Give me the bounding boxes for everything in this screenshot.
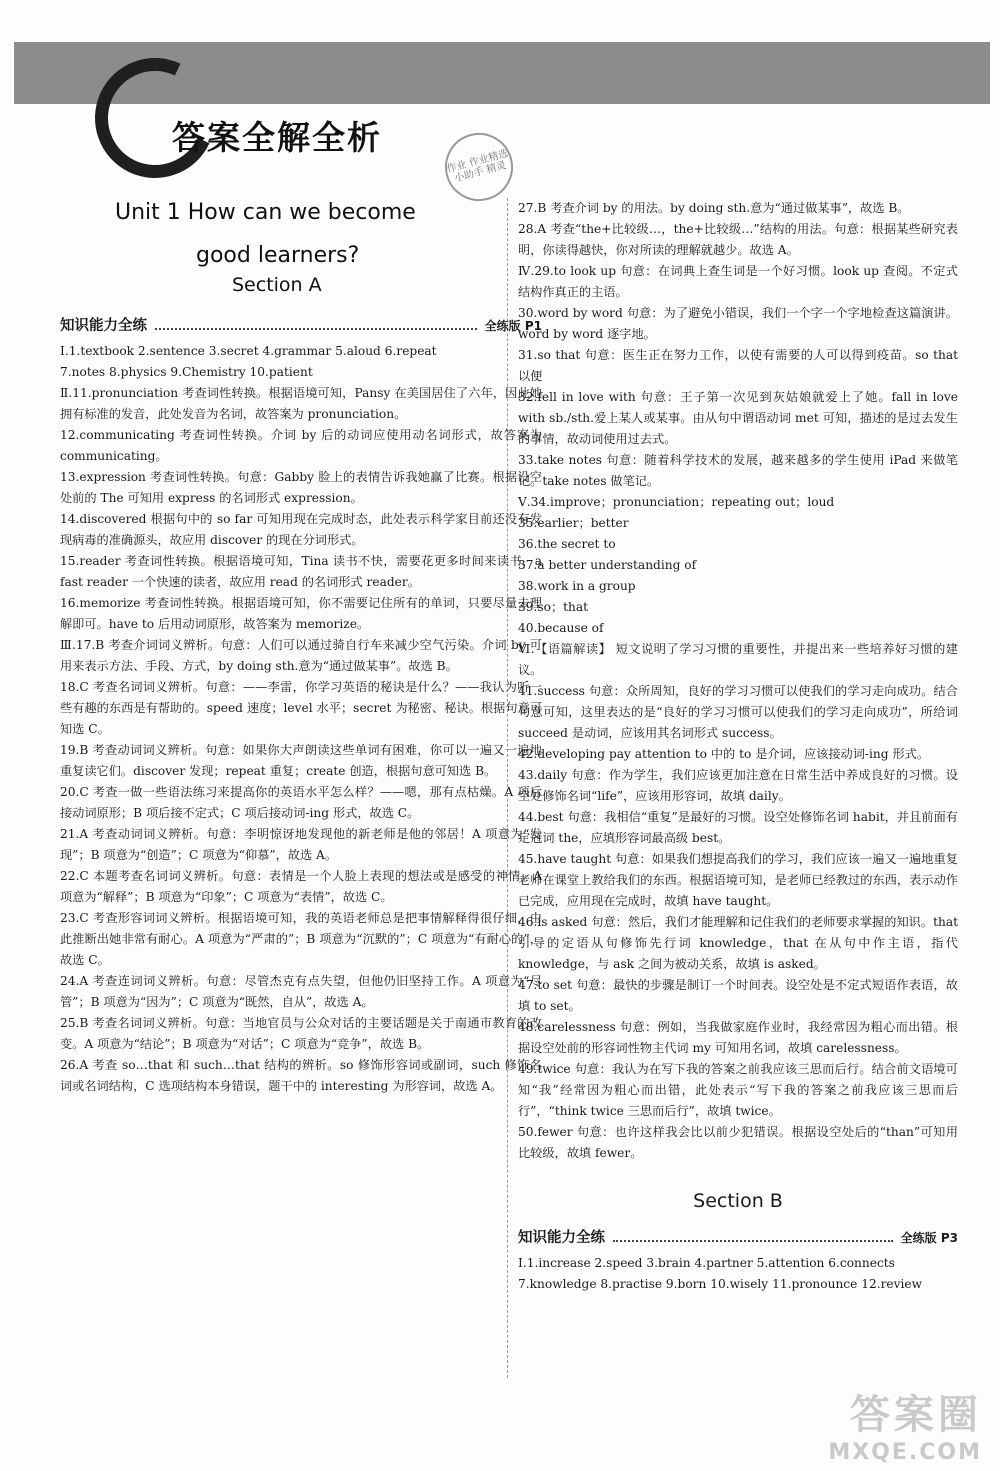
answer-item: Ⅲ.17.B 考查介词词义辨析。句意：人们可以通过骑自行车来减少空气污染。介词 by 可用来表示方法、手段、方式，by doing sth.意为“通过做某事”。故选 B。 bbox=[60, 638, 542, 673]
watermark bbox=[828, 1383, 982, 1465]
answer-item: 42.developing pay attention to 中的 to 是介词，应该接动词-ing 形式。 bbox=[518, 747, 930, 761]
answer-item: 44.best 句意：我相信“重复”是最好的习惯。设空处修饰名词 habit，并且前面有定冠词 the，应填形容词最高级 best。 bbox=[518, 810, 958, 845]
answer-item: 28.A 考查“the+比较级…，the+比较级…”结构的用法。句意：根据某些研究表明，你读得越快，你对所读的理解就越少。故选 A。 bbox=[518, 222, 958, 257]
watermark-line2: MXQE.COM bbox=[828, 1440, 982, 1465]
answer-item: Ⅵ.【语篇解读】 短文说明了学习习惯的重要性，并提出来一些培养好习惯的建议。 bbox=[518, 642, 958, 677]
answer-item: 26.A 考查 so…that 和 such…that 结构的辨析。so 修饰形容词或副词，such 修饰名词或名词结构，C 选项结构本身错误，题干中的 interesting 为形容词，故选 A。 bbox=[60, 1058, 542, 1093]
answer-item: 40.because of bbox=[518, 621, 604, 635]
answer-item: 19.B 考查动词词义辨析。句意：如果你大声朗读这些单词有困难，你可以一遍又一遍地重复读它们。discover 发现；repeat 重复；create 创造，根据句意可知选 B。 bbox=[60, 743, 542, 778]
answer-item: 7.notes 8.physics 9.Chemistry 10.patient bbox=[60, 365, 313, 379]
answer-item: 18.C 考查名词词义辨析。句意：——李雷，你学习英语的秘诀是什么？——我认为听一些有趣的东西是有帮助的。speed 速度；level 水平；secret 为秘密、秘诀。根据句意可知选 C。 bbox=[60, 680, 542, 736]
answer-item: 25.B 考查名词词义辨析。句意：当地官员与公众对话的主要话题是关于南通市教育的改变。A 项意为“结论”；B 项意为“对话”；C 项意为“竞争”，故选 B。 bbox=[60, 1016, 542, 1051]
answer-item: 32.fell in love with 句意：王子第一次见到灰姑娘就爱上了她。fall in love with sb./sth.爱上某人或某事。由从句中谓语动词 met 可知，描述的是过去发生的事情，故动词使用过去式。 bbox=[518, 390, 958, 446]
dotted-leader bbox=[613, 1240, 893, 1242]
section-b-title: Section B bbox=[693, 1190, 783, 1212]
answer-item: 45.have taught 句意：如果我们想提高我们的学习，我们应该一遍又一遍地重复老师在课堂上教给我们的东西。根据语境可知，是老师已经教过的东西，表示动作已完成，应用现在完成时，故填 have taught。 bbox=[518, 852, 958, 908]
answer-item: 38.work in a group bbox=[518, 579, 636, 593]
answer-item: 12.communicating 考查词性转换。介词 by 后的动词应使用动名词形式，故答案为 communicating。 bbox=[60, 428, 542, 463]
answer-item: 13.expression 考查词性转换。句意：Gabby 脸上的表情告诉我她赢了比赛。根据设空处前的 The 可知用 express 的名词形式 expression。 bbox=[60, 470, 542, 505]
answer-item: 41.success 句意：众所周知，良好的学习习惯可以使我们的学习走向成功。结合句意可知，这里表达的是“良好的学习习惯可以使我们的学习走向成功”，所给词 succeed 是动词，应该用其名词形式 success。 bbox=[518, 684, 958, 740]
section-b-heading bbox=[518, 1226, 958, 1247]
section-heading bbox=[60, 314, 542, 335]
answer-list-right bbox=[518, 198, 958, 1164]
answer-item: Ⅱ.11.pronunciation 考查词性转换。根据语境可知，Pansy 在美国居住了六年，因此她拥有标准的发音，此处发音为名词，故答案为 pronunciation。 bbox=[60, 386, 542, 421]
left-column bbox=[60, 318, 542, 1097]
watermark-line1: 答案圈 bbox=[850, 1392, 982, 1438]
answer-item: 43.daily 句意：作为学生，我们应该更加注意在日常生活中养成良好的习惯。设空处修饰名词“life”，应该用形容词，故填 daily。 bbox=[518, 768, 958, 803]
answer-item: 15.reader 考查词性转换。根据语境可知，Tina 读书不快，需要花更多时间来读书，a fast reader 一个快速的读者，故应用 read 的名词形式 reader。 bbox=[60, 554, 542, 589]
answer-list-b bbox=[518, 1253, 958, 1295]
right-column bbox=[518, 198, 958, 1295]
answer-item: 22.C 本题考查名词词义辨析。句意：表情是一个人脸上表现的想法或是感受的神情。A 项意为“解释”；B 项意为“印象”；C 项意为“表情”，故选 C。 bbox=[60, 869, 542, 904]
answer-item: 37.a better understanding of bbox=[518, 558, 697, 572]
answer-item: Ⅰ.1.textbook 2.sentence 3.secret 4.grammar 5.aloud 6.repeat bbox=[60, 344, 437, 358]
answer-item: 23.C 考查形容词词义辨析。根据语境可知，我的英语老师总是把事情解释得很仔细，由此推断出她非常有耐心。A 项意为“严肃的”；B 项意为“沉默的”；C 项意为“有耐心的”，故选 C。 bbox=[60, 911, 542, 967]
answer-item: 35.earlier；better bbox=[518, 516, 629, 530]
answer-item: 36.the secret to bbox=[518, 537, 616, 551]
stamp-logo: 作业 作业精选小助手 精灵 bbox=[437, 125, 520, 208]
answer-item: 21.A 考查动词词义辨析。句意：李明惊讶地发现他的新老师是他的邻居！A 项意为“发现”；B 项意为“创造”；C 项意为“仰慕”，故选 A。 bbox=[60, 827, 542, 862]
section-heading-label: 知识能力全练 bbox=[60, 318, 147, 334]
reference-label-b: 全练版 P3 bbox=[900, 1231, 958, 1245]
dotted-leader bbox=[155, 328, 477, 330]
answer-item: 39.so；that bbox=[518, 600, 589, 614]
unit-title: Unit 1 How can we become bbox=[115, 200, 416, 225]
answer-item: 20.C 考查一做一些语法练习来提高你的英语水平怎么样？——嗯，那有点枯燥。A 项后接动词原形；B 项后接不定式；C 项后接动词-ing 形式，故选 C。 bbox=[60, 785, 542, 820]
unit-title-line2: good learners? bbox=[196, 243, 360, 268]
answer-item: 48.carelessness 句意：例如，当我做家庭作业时，我经常因为粗心而出错。根据设空处前的形容词性物主代词 my 可知用名词，故填 carelessness。 bbox=[518, 1020, 958, 1055]
answer-item: 16.memorize 考查词性转换。根据语境可知，你不需要记住所有的单词，只要尽量去理解即可。have to 后用动词原形，故答案为 memorize。 bbox=[60, 596, 542, 631]
answer-item: Ⅴ.34.improve；pronunciation；repeating out；loud bbox=[518, 495, 835, 509]
answer-item: 31.so that 句意：医生正在努力工作，以使有需要的人可以得到疫苗。so that 以便 bbox=[518, 348, 958, 383]
answer-item: 30.word by word 句意：为了避免小错误，我们一个字一个字地检查这篇演讲。word by word 逐字地。 bbox=[518, 306, 958, 341]
section-b-heading-label: 知识能力全练 bbox=[518, 1230, 605, 1246]
answer-list-left bbox=[60, 341, 542, 1097]
answer-item: 33.take notes 句意：随着科学技术的发展，越来越多的学生使用 iPad 来做笔记。take notes 做笔记。 bbox=[518, 453, 958, 488]
answer-item: 50.fewer 句意：也许这样我会比以前少犯错误。根据设空处后的“than”可知用比较级，故填 fewer。 bbox=[518, 1125, 958, 1160]
reference-label: 全练版 P1 bbox=[484, 319, 542, 333]
answer-item: 49.twice 句意：我认为在写下我的答案之前我应该三思而后行。结合前文语境可知“我”经常因为粗心而出错，此处表示“写下我的答案之前我应该三思而后行”，“think twice 三思而后行”，故填 twice。 bbox=[518, 1062, 958, 1118]
answer-item: Ⅳ.29.to look up 句意：在词典上查生词是一个好习惯。look up 查阅。不定式结构作真正的主语。 bbox=[518, 264, 958, 299]
page-title: 答案全解全析 bbox=[172, 118, 382, 157]
answer-item: 7.knowledge 8.practise 9.born 10.wisely 11.pronounce 12.review bbox=[518, 1277, 923, 1291]
answer-item: Ⅰ.1.increase 2.speed 3.brain 4.partner 5.attention 6.connects bbox=[518, 1256, 895, 1270]
answer-item: 14.discovered 根据句中的 so far 可知用现在完成时态，此处表示科学家目前还没有发现病毒的准确源头，故应用 discover 的现在分词形式。 bbox=[60, 512, 542, 547]
section-a-title: Section A bbox=[232, 274, 322, 296]
answer-item: 47.to set 句意：最快的步骤是制订一个时间表。设空处是不定式短语作表语，故填 to set。 bbox=[518, 978, 958, 1013]
answer-item: 24.A 考查连词词义辨析。句意：尽管杰克有点失望，但他仍旧坚持工作。A 项意为“尽管”；B 项意为“因为”；C 项意为“既然，自从”，故选 A。 bbox=[60, 974, 542, 1009]
answer-item: 46.is asked 句意：然后，我们才能理解和记住我们的老师要求掌握的知识。that 引导的定语从句修饰先行词 knowledge，that 在从句中作主语，指代 knowledge，与 ask 之间为被动关系，故填 is asked。 bbox=[518, 915, 958, 971]
answer-item: 27.B 考查介词 by 的用法。by doing sth.意为“通过做某事”，故选 B。 bbox=[518, 201, 910, 215]
